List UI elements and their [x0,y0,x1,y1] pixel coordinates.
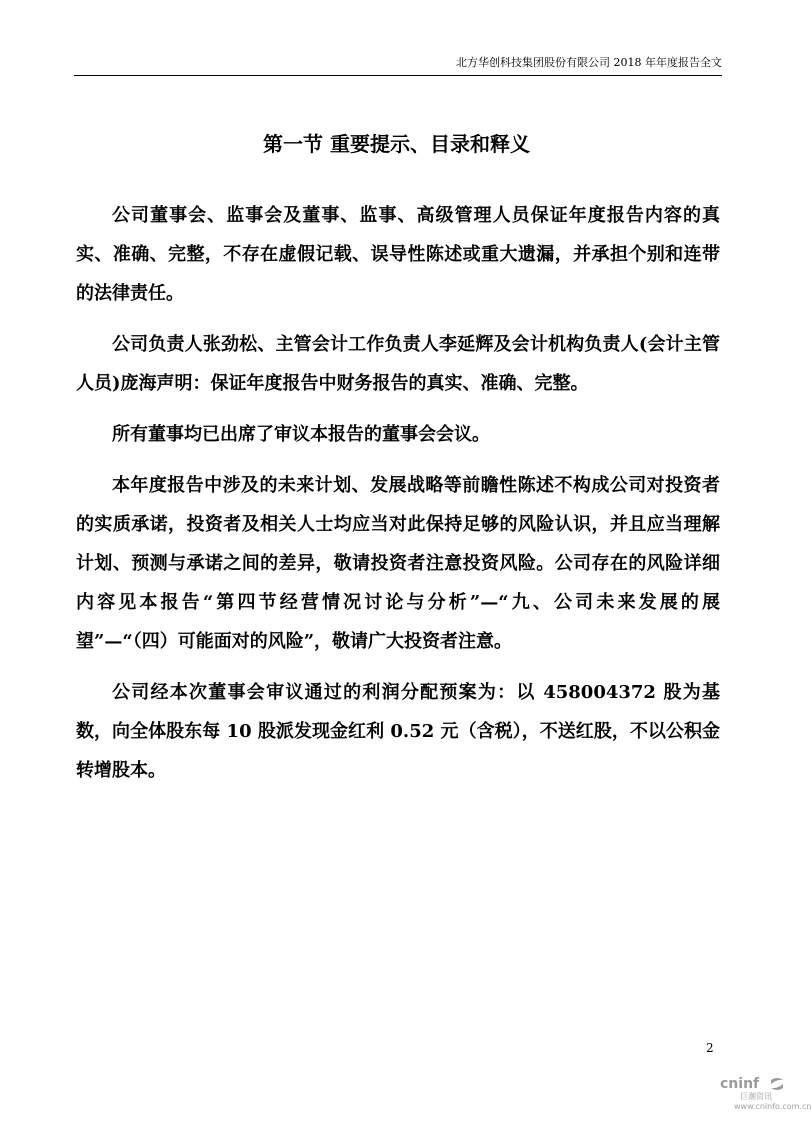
paragraph-forward-looking-risk: 本年度报告中涉及的未来计划、发展战略等前瞻性陈述不构成公司对投资者的实质承诺，投资者及相关人士均应当对此保持足够的风险认识，并且应当理解计划、预测与承诺之间的差异，敬请投资者注意投资风险。公司存在的风险详细内容见本报告“第四节经营情况讨论与分析”—“九、公司未来发展的展望”—“（四）可能面对的风险”，敬请广大投资者注意。 [76,475,720,652]
paragraph-profit-distribution: 公司经本次董事会审议通过的利润分配预案为：以 458004372 股为基数，向全体股东每 10 股派发现金红利 0.52 元（含税），不送红股，不以公积金转增股本。 [76,682,720,781]
running-header [74,55,722,76]
paragraph-financial-statement-declaration: 公司负责人张劲松、主管会计工作负责人李延辉及会计机构负责人(会计主管人员)庞海声明：保证年度报告中财务报告的真实、准确、完整。 [76,334,720,394]
page-number: 2 [706,1041,714,1055]
watermark-url: www.cninfo.com.cn [734,1102,811,1111]
document-body [76,196,720,802]
watermark-brand: cninf [720,1076,760,1092]
cninf-watermark [720,1076,811,1116]
paragraph-board-attendance: 所有董事均已出席了审议本报告的董事会会议。 [112,424,490,445]
watermark-brand-cn: 巨潮资讯 [740,1092,772,1101]
section-title: 第一节 重要提示、目录和释义 [263,132,530,156]
running-header-title: 北方华创科技集团股份有限公司 2018 年年度报告全文 [456,56,722,69]
cninf-logo-icon [768,1076,786,1092]
paragraph-responsibility: 公司董事会、监事会及董事、监事、高级管理人员保证年度报告内容的真实、准确、完整，不存在虚假记载、误导性陈述或重大遗漏，并承担个别和连带的法律责任。 [76,205,720,304]
